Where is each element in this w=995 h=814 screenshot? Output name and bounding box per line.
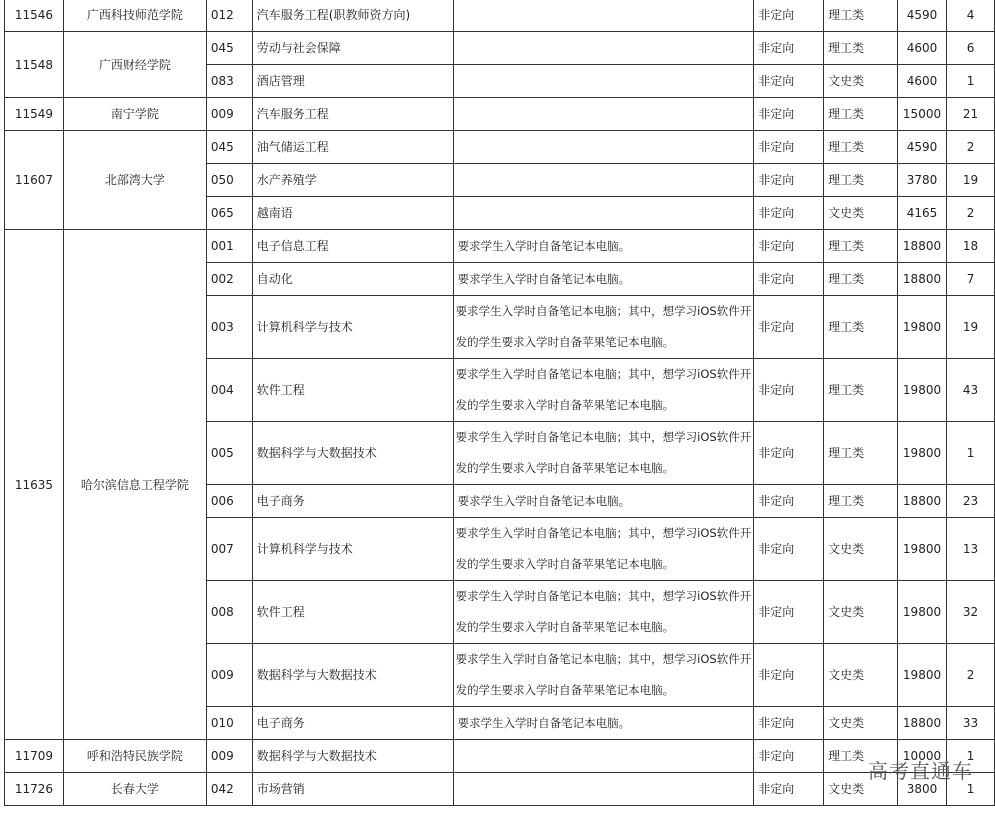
subject-category: 理工类 (824, 422, 898, 485)
school-name: 哈尔滨信息工程学院 (63, 230, 206, 740)
major-note (453, 197, 754, 230)
major-note: 要求学生入学时自备笔记本电脑；其中，想学习iOS软件开发的学生要求入学时自备苹果笔记本电脑。 (453, 644, 754, 707)
school-name: 广西科技师范学院 (63, 0, 206, 32)
major-note (453, 131, 754, 164)
subject-category: 理工类 (824, 230, 898, 263)
subject-category: 理工类 (824, 359, 898, 422)
plan-type: 非定向 (754, 644, 824, 707)
major-note: 要求学生入学时自备笔记本电脑；其中，想学习iOS软件开发的学生要求入学时自备苹果笔记本电脑。 (453, 581, 754, 644)
subject-category: 文史类 (824, 581, 898, 644)
plan-type: 非定向 (754, 164, 824, 197)
tuition-fee: 4165 (898, 197, 947, 230)
major-note (453, 98, 754, 131)
major-note: 要求学生入学时自备笔记本电脑。 (453, 263, 754, 296)
tuition-fee: 19800 (898, 581, 947, 644)
tuition-fee: 3780 (898, 164, 947, 197)
major-name: 酒店管理 (252, 65, 453, 98)
major-name: 电子商务 (252, 485, 453, 518)
major-name: 数据科学与大数据技术 (252, 740, 453, 773)
plan-type: 非定向 (754, 359, 824, 422)
tuition-fee: 18800 (898, 263, 947, 296)
school-code: 11709 (5, 740, 64, 773)
school-name: 广西财经学院 (63, 32, 206, 98)
tuition-fee: 18800 (898, 230, 947, 263)
plan-type: 非定向 (754, 230, 824, 263)
tuition-fee: 19800 (898, 518, 947, 581)
enrollment-count: 1 (947, 65, 995, 98)
plan-type: 非定向 (754, 740, 824, 773)
major-code: 010 (206, 707, 252, 740)
school-name: 北部湾大学 (63, 131, 206, 230)
subject-category: 理工类 (824, 164, 898, 197)
school-code: 11548 (5, 32, 64, 98)
table-row (5, 773, 995, 806)
major-code: 006 (206, 485, 252, 518)
major-code: 004 (206, 359, 252, 422)
plan-type: 非定向 (754, 32, 824, 65)
plan-type: 非定向 (754, 197, 824, 230)
major-code: 008 (206, 581, 252, 644)
subject-category: 理工类 (824, 131, 898, 164)
tuition-fee: 19800 (898, 359, 947, 422)
enrollment-count: 1 (947, 773, 995, 806)
enrollment-count: 1 (947, 422, 995, 485)
major-note (453, 740, 754, 773)
subject-category: 理工类 (824, 296, 898, 359)
major-name: 电子信息工程 (252, 230, 453, 263)
plan-type: 非定向 (754, 518, 824, 581)
enrollment-count: 19 (947, 164, 995, 197)
major-code: 009 (206, 644, 252, 707)
enrollment-count: 4 (947, 0, 995, 32)
major-name: 市场营销 (252, 773, 453, 806)
enrollment-count: 2 (947, 131, 995, 164)
major-name: 汽车服务工程(职教师资方向) (252, 0, 453, 32)
tuition-fee: 3800 (898, 773, 947, 806)
admission-table (4, 0, 995, 806)
major-name: 计算机科学与技术 (252, 518, 453, 581)
major-note (453, 0, 754, 32)
major-name: 油气储运工程 (252, 131, 453, 164)
plan-type: 非定向 (754, 773, 824, 806)
subject-category: 文史类 (824, 644, 898, 707)
tuition-fee: 4600 (898, 32, 947, 65)
enrollment-count: 6 (947, 32, 995, 65)
table-row (5, 230, 995, 263)
major-note: 要求学生入学时自备笔记本电脑；其中，想学习iOS软件开发的学生要求入学时自备苹果笔记本电脑。 (453, 422, 754, 485)
major-name: 计算机科学与技术 (252, 296, 453, 359)
major-name: 电子商务 (252, 707, 453, 740)
enrollment-count: 2 (947, 197, 995, 230)
enrollment-count: 33 (947, 707, 995, 740)
major-name: 汽车服务工程 (252, 98, 453, 131)
tuition-fee: 4590 (898, 131, 947, 164)
enrollment-count: 32 (947, 581, 995, 644)
school-name: 呼和浩特民族学院 (63, 740, 206, 773)
plan-type: 非定向 (754, 485, 824, 518)
major-code: 045 (206, 32, 252, 65)
major-code: 045 (206, 131, 252, 164)
plan-type: 非定向 (754, 98, 824, 131)
tuition-fee: 15000 (898, 98, 947, 131)
plan-type: 非定向 (754, 65, 824, 98)
school-code: 11549 (5, 98, 64, 131)
major-code: 003 (206, 296, 252, 359)
subject-category: 文史类 (824, 707, 898, 740)
plan-type: 非定向 (754, 296, 824, 359)
tuition-fee: 19800 (898, 422, 947, 485)
school-name: 长春大学 (63, 773, 206, 806)
table-row (5, 740, 995, 773)
major-name: 越南语 (252, 197, 453, 230)
tuition-fee: 4590 (898, 0, 947, 32)
major-note: 要求学生入学时自备笔记本电脑。 (453, 230, 754, 263)
major-code: 005 (206, 422, 252, 485)
watermark-text: 高考直通车 (868, 759, 973, 783)
school-name: 南宁学院 (63, 98, 206, 131)
major-code: 009 (206, 740, 252, 773)
plan-type: 非定向 (754, 581, 824, 644)
subject-category: 理工类 (824, 32, 898, 65)
enrollment-count: 2 (947, 644, 995, 707)
tuition-fee: 19800 (898, 296, 947, 359)
major-note (453, 65, 754, 98)
plan-type: 非定向 (754, 0, 824, 32)
tuition-fee: 19800 (898, 644, 947, 707)
tuition-fee: 18800 (898, 707, 947, 740)
major-name: 水产养殖学 (252, 164, 453, 197)
major-code: 012 (206, 0, 252, 32)
table-row (5, 32, 995, 65)
major-code: 009 (206, 98, 252, 131)
plan-type: 非定向 (754, 422, 824, 485)
major-name: 数据科学与大数据技术 (252, 644, 453, 707)
subject-category: 理工类 (824, 263, 898, 296)
major-note: 要求学生入学时自备笔记本电脑。 (453, 485, 754, 518)
tuition-fee: 10000 (898, 740, 947, 773)
major-note (453, 773, 754, 806)
subject-category: 理工类 (824, 98, 898, 131)
major-code: 001 (206, 230, 252, 263)
tuition-fee: 18800 (898, 485, 947, 518)
subject-category: 文史类 (824, 518, 898, 581)
major-name: 自动化 (252, 263, 453, 296)
plan-type: 非定向 (754, 263, 824, 296)
major-note: 要求学生入学时自备笔记本电脑；其中，想学习iOS软件开发的学生要求入学时自备苹果笔记本电脑。 (453, 518, 754, 581)
subject-category: 理工类 (824, 0, 898, 32)
table-row (5, 0, 995, 32)
major-code: 083 (206, 65, 252, 98)
enrollment-count: 13 (947, 518, 995, 581)
major-name: 数据科学与大数据技术 (252, 422, 453, 485)
major-note (453, 164, 754, 197)
subject-category: 文史类 (824, 773, 898, 806)
enrollment-count: 23 (947, 485, 995, 518)
enrollment-count: 19 (947, 296, 995, 359)
major-code: 050 (206, 164, 252, 197)
major-code: 065 (206, 197, 252, 230)
major-code: 002 (206, 263, 252, 296)
major-note (453, 32, 754, 65)
subject-category: 文史类 (824, 197, 898, 230)
subject-category: 理工类 (824, 485, 898, 518)
enrollment-count: 7 (947, 263, 995, 296)
major-note: 要求学生入学时自备笔记本电脑；其中，想学习iOS软件开发的学生要求入学时自备苹果笔记本电脑。 (453, 359, 754, 422)
enrollment-count: 21 (947, 98, 995, 131)
plan-type: 非定向 (754, 707, 824, 740)
major-name: 劳动与社会保障 (252, 32, 453, 65)
major-code: 042 (206, 773, 252, 806)
tuition-fee: 4600 (898, 65, 947, 98)
enrollment-count: 18 (947, 230, 995, 263)
major-name: 软件工程 (252, 359, 453, 422)
enrollment-count: 1 (947, 740, 995, 773)
table-row (5, 131, 995, 164)
enrollment-count: 43 (947, 359, 995, 422)
subject-category: 文史类 (824, 65, 898, 98)
major-name: 软件工程 (252, 581, 453, 644)
plan-type: 非定向 (754, 131, 824, 164)
school-code: 11635 (5, 230, 64, 740)
school-code: 11546 (5, 0, 64, 32)
major-note: 要求学生入学时自备笔记本电脑；其中，想学习iOS软件开发的学生要求入学时自备苹果笔记本电脑。 (453, 296, 754, 359)
subject-category: 理工类 (824, 740, 898, 773)
school-code: 11726 (5, 773, 64, 806)
school-code: 11607 (5, 131, 64, 230)
major-note: 要求学生入学时自备笔记本电脑。 (453, 707, 754, 740)
table-row (5, 98, 995, 131)
major-code: 007 (206, 518, 252, 581)
